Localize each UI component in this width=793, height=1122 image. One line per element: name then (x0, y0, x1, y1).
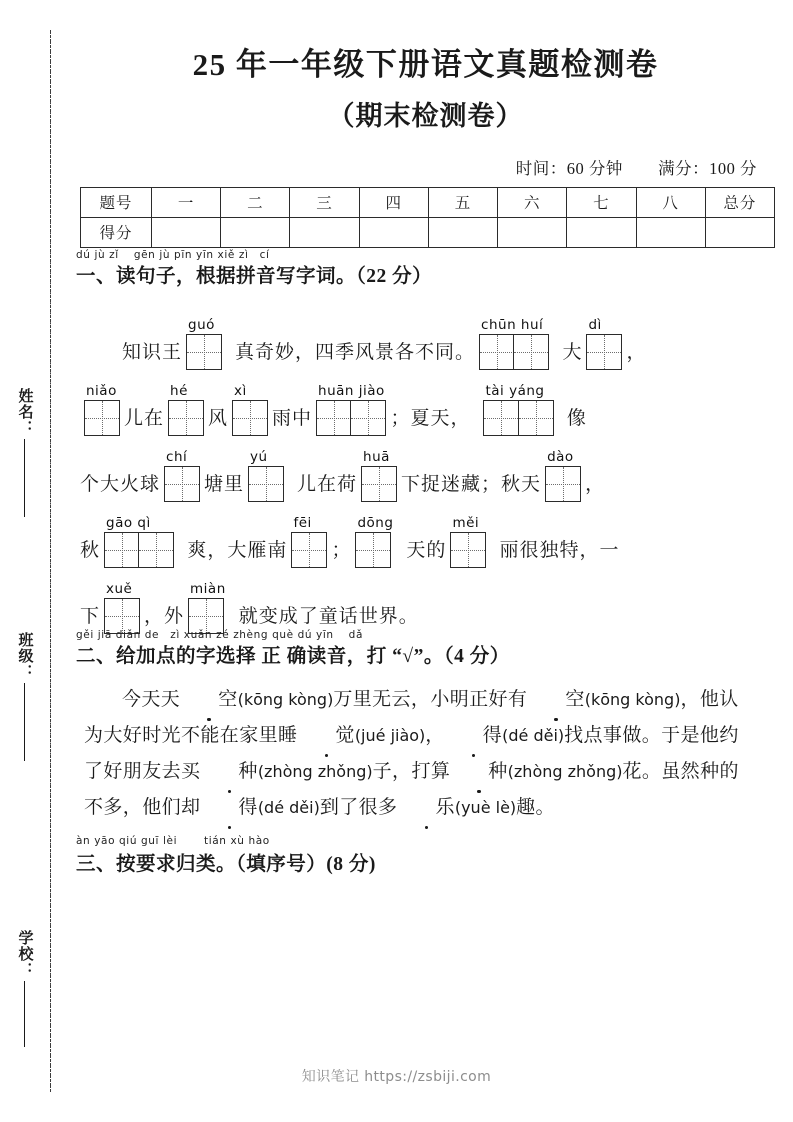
passage-text: 万里无云，小明正好有 (333, 688, 528, 710)
tianzige-box-row (104, 532, 174, 568)
sentence-text: 像 (566, 407, 587, 429)
score-entry-cell[interactable] (290, 217, 359, 247)
score-entry-cell[interactable] (498, 217, 567, 247)
pinyin-label: guó (188, 316, 215, 333)
tianzige-box-row (232, 400, 268, 436)
pinyin-answer-group (355, 516, 393, 568)
sentence-text: 大 (562, 341, 583, 363)
tianzige-box-row (316, 400, 386, 436)
pinyin-answer-group (164, 450, 200, 502)
sentence-text: 秋 (80, 539, 101, 561)
pinyin-label: dào (547, 448, 574, 465)
score-entry-cell[interactable] (359, 217, 428, 247)
section-3-pinyin-b: tián xù hào (204, 834, 270, 847)
tianzige-write-box[interactable] (355, 532, 391, 568)
pinyin-answer-group (104, 516, 174, 568)
margin-field-2 (4, 930, 44, 1047)
tianzige-box-row (291, 532, 327, 568)
cut-dashed-line (50, 30, 51, 1092)
pinyin-exercise-line (80, 502, 770, 568)
tianzige-write-box[interactable] (545, 466, 581, 502)
sentence-text: 天的 (406, 539, 447, 561)
sentence-text: 风 (208, 407, 229, 429)
tianzige-write-box[interactable] (350, 400, 386, 436)
passage-text: ，他认为大好时光不能在家里睡 (84, 688, 739, 746)
passage-paragraph (84, 682, 756, 826)
exam-meta (58, 155, 757, 179)
emphasis-dotted-char: 得 (445, 718, 502, 754)
margin-field-write-line[interactable] (24, 439, 25, 517)
tianzige-box-row (483, 400, 553, 436)
pronunciation-options[interactable]: (zhòng zhǒng) (257, 761, 373, 781)
margin-field-label: 姓名： (16, 388, 33, 436)
score-table-column-header: 六 (498, 187, 567, 217)
score-table-column-header: 三 (290, 187, 359, 217)
footer-watermark: 知识笔记 https://zsbiji.com (301, 1069, 492, 1085)
score-entry-cell[interactable] (636, 217, 705, 247)
pinyin-answer-group (186, 318, 222, 370)
pinyin-answer-group (545, 450, 581, 502)
emphasis-dotted-char: 觉 (297, 718, 354, 754)
emphasis-dotted-char: 空 (180, 682, 237, 718)
pinyin-exercise-line (80, 370, 770, 436)
pinyin-answer-group (586, 318, 622, 370)
tianzige-box-row (479, 334, 549, 370)
pronunciation-options[interactable]: (kōng kòng) (584, 689, 681, 709)
tianzige-write-box[interactable] (291, 532, 327, 568)
table-row (81, 187, 775, 217)
table-row (81, 217, 775, 247)
score-entry-cell[interactable] (152, 217, 221, 247)
emphasis-dotted-char: 种 (200, 754, 257, 790)
tianzige-box-row (586, 334, 622, 370)
score-table-column-header: 七 (567, 187, 636, 217)
pronunciation-options[interactable]: (yuè lè) (454, 797, 517, 817)
tianzige-write-box[interactable] (518, 400, 554, 436)
pinyin-label: chí (166, 448, 188, 465)
score-entry-cell[interactable] (428, 217, 497, 247)
margin-field-write-line[interactable] (24, 683, 25, 761)
tianzige-write-box[interactable] (138, 532, 174, 568)
passage-text: 到了很多 (319, 796, 398, 818)
pinyin-answer-group (84, 384, 120, 436)
passage-text: 趣。 (516, 796, 555, 818)
section-1-title: 一、读句子，根据拼音写字词。（22 分） (76, 265, 433, 287)
score-entry-cell[interactable] (221, 217, 290, 247)
tianzige-box-row (248, 466, 284, 502)
tianzige-write-box[interactable] (483, 400, 519, 436)
pronunciation-options[interactable]: (kōng kòng) (237, 689, 334, 709)
score-table-column-header: 五 (428, 187, 497, 217)
tianzige-write-box[interactable] (186, 334, 222, 370)
pronunciation-options[interactable]: (zhòng zhǒng) (507, 761, 623, 781)
time-limit-label: 时间：60 分钟 (515, 158, 623, 178)
pinyin-answer-group (248, 450, 284, 502)
pinyin-label: hé (170, 382, 188, 399)
tianzige-box-row (186, 334, 222, 370)
emphasis-dotted-char: 空 (527, 682, 584, 718)
sentence-text: 雨中 (272, 407, 313, 429)
pinyin-label: měi (452, 514, 480, 531)
pinyin-answer-group (316, 384, 386, 436)
section-heading-2 (76, 628, 793, 668)
tianzige-write-box[interactable] (248, 466, 284, 502)
tianzige-box-row (450, 532, 486, 568)
margin-field-1 (4, 632, 44, 761)
pinyin-label: miàn (190, 580, 226, 597)
section-1-pinyin: dú jù zǐ gēn jù pīn yīn xiě zì cí (76, 248, 270, 261)
passage-text: 子，打算 (372, 760, 451, 782)
tianzige-write-box[interactable] (168, 400, 204, 436)
title-block (58, 0, 793, 133)
tianzige-write-box[interactable] (316, 400, 352, 436)
pinyin-label: dōng (357, 514, 394, 531)
margin-field-0 (4, 388, 44, 517)
score-entry-cell[interactable] (705, 217, 774, 247)
section-heading-3 (76, 834, 793, 876)
sentence-text: 儿在 (124, 407, 165, 429)
margin-field-write-line[interactable] (24, 981, 25, 1047)
pronunciation-choice-passage (84, 682, 756, 826)
pinyin-exercise-line (80, 568, 770, 634)
sentence-text: ；夏天， (390, 407, 471, 429)
page-title: 25 年一年级下册语文真题检测卷 (192, 47, 659, 82)
score-table-row-header: 题号 (81, 187, 152, 217)
pinyin-answer-group (232, 384, 268, 436)
sentence-text: 下捉迷藏；秋天 (401, 473, 542, 495)
margin-field-label: 学校： (16, 930, 33, 978)
sentence-text: 塘里 (204, 473, 245, 495)
tianzige-write-box[interactable] (104, 532, 140, 568)
pinyin-exercise-line (80, 436, 770, 502)
sentence-text: ，外 (144, 605, 185, 627)
pinyin-writing-exercise (80, 304, 770, 634)
score-table (80, 187, 775, 248)
total-points-label: 满分：100 分 (658, 158, 757, 178)
passage-text: ， (425, 724, 445, 746)
pinyin-label: huān jiào (318, 382, 385, 399)
sentence-text: 就变成了童话世界。 (238, 605, 419, 627)
page-subtitle: （期末检测卷） (327, 100, 524, 131)
pinyin-label: chūn huí (481, 316, 544, 333)
score-table-column-header: 八 (636, 187, 705, 217)
section-3-title: 三、按要求归类。（填序号）(8 分) (76, 853, 376, 875)
pinyin-label: tài yáng (485, 382, 545, 399)
pinyin-exercise-line (80, 304, 770, 370)
sentence-text: 下 (80, 605, 101, 627)
tianzige-write-box[interactable] (84, 400, 120, 436)
tianzige-box-row (164, 466, 200, 502)
pinyin-answer-group (483, 384, 553, 436)
pinyin-answer-group (450, 516, 486, 568)
tianzige-write-box[interactable] (164, 466, 200, 502)
emphasis-dotted-char: 乐 (397, 790, 454, 826)
tianzige-write-box[interactable] (513, 334, 549, 370)
sentence-text: ， (626, 341, 647, 363)
sentence-text: 真奇妙，四季风景各不同。 (235, 341, 476, 363)
score-entry-cell[interactable] (567, 217, 636, 247)
tianzige-box-row (355, 532, 391, 568)
tianzige-write-box[interactable] (586, 334, 622, 370)
emphasis-dotted-char: 得 (200, 790, 257, 826)
pinyin-answer-group (479, 318, 549, 370)
section-3-pinyin-a: àn yāo qiú guī lèi (76, 834, 178, 847)
left-binding-margin (0, 0, 58, 1122)
pronunciation-options[interactable]: (dé děi) (257, 797, 320, 817)
score-table-column-header: 二 (221, 187, 290, 217)
pinyin-label: yú (250, 448, 268, 465)
sentence-text: ， (585, 473, 606, 495)
tianzige-box-row (545, 466, 581, 502)
section-2-pinyin: gěi jiā diǎn de zì xuǎn zé zhèng què dú yīn dǎ (76, 628, 363, 641)
section-heading-1 (76, 248, 793, 288)
pinyin-label: xuě (106, 580, 133, 597)
sentence-text: 个大火球 (80, 473, 161, 495)
section-2-title: 二、给加点的字选择 正 确读音，打 “√”。（4 分） (76, 645, 510, 667)
score-table-column-header: 总分 (705, 187, 774, 217)
passage-text: 花。虽然种的不多，他们却 (84, 760, 739, 818)
tianzige-box-row (361, 466, 397, 502)
pinyin-answer-group (168, 384, 204, 436)
score-table-column-header: 四 (359, 187, 428, 217)
tianzige-write-box[interactable] (232, 400, 268, 436)
pinyin-label: xì (234, 382, 247, 399)
score-table-body (81, 187, 775, 247)
exam-page (58, 0, 793, 1122)
pinyin-label: huā (363, 448, 390, 465)
pronunciation-options[interactable]: (dé děi) (502, 725, 565, 745)
sentence-text: 知识王 (122, 341, 183, 363)
sentence-text: 儿在荷 (297, 473, 358, 495)
pinyin-label: fēi (293, 514, 312, 531)
pinyin-label: niǎo (86, 382, 117, 399)
sentence-text: 丽很独特，一 (499, 539, 620, 561)
sentence-text: ； (331, 539, 352, 561)
pinyin-label: dì (588, 316, 602, 333)
pinyin-answer-group (361, 450, 397, 502)
pronunciation-options[interactable]: (jué jiào) (354, 725, 426, 745)
sentence-text: 爽，大雁南 (187, 539, 288, 561)
pinyin-label: gāo qì (106, 514, 151, 531)
margin-field-label: 班级： (16, 632, 33, 680)
score-table-column-header: 一 (152, 187, 221, 217)
pinyin-answer-group (291, 516, 327, 568)
emphasis-dotted-char: 种 (450, 754, 507, 790)
score-table-row-header: 得分 (81, 217, 152, 247)
passage-text: 找点事做。于是他约了好朋友去买 (84, 724, 739, 782)
passage-text: 今天天 (122, 688, 181, 710)
tianzige-box-row (84, 400, 120, 436)
tianzige-write-box[interactable] (361, 466, 397, 502)
tianzige-write-box[interactable] (479, 334, 515, 370)
tianzige-box-row (168, 400, 204, 436)
tianzige-write-box[interactable] (450, 532, 486, 568)
